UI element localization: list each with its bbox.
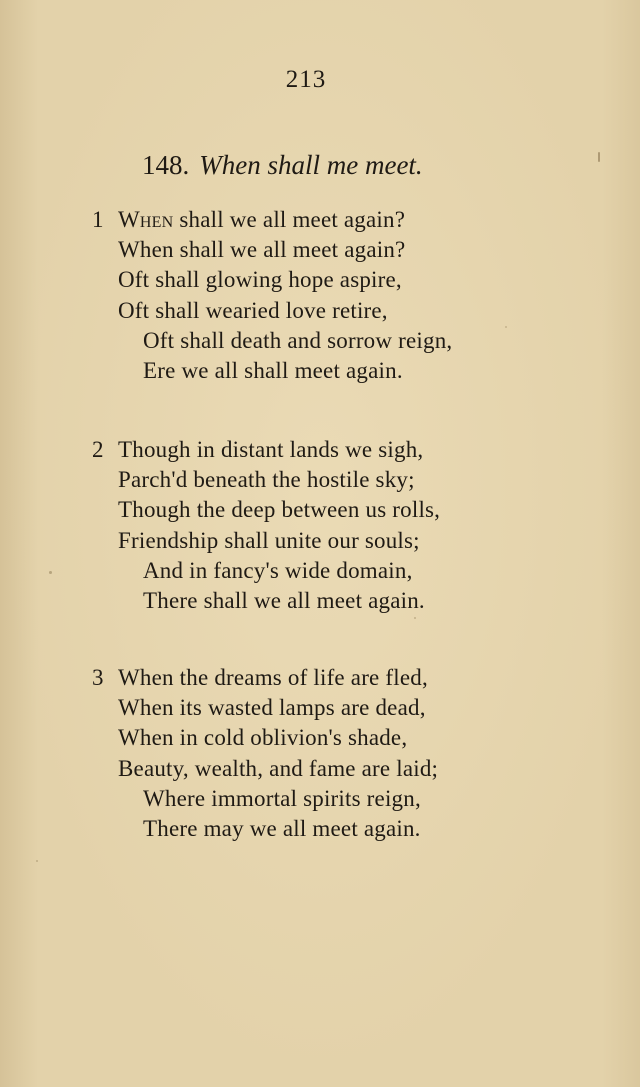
verse-line bbox=[92, 495, 612, 525]
page-number: 213 bbox=[285, 66, 327, 93]
hymn-heading bbox=[142, 150, 423, 181]
stanza-number: 3 bbox=[92, 665, 104, 690]
verse-line bbox=[92, 265, 612, 295]
verse-line-text: Oft shall glowing hope aspire, bbox=[118, 267, 402, 293]
verse-line bbox=[92, 526, 612, 556]
verse-line bbox=[92, 356, 612, 386]
verse-line-text: There may we all meet again. bbox=[143, 815, 421, 841]
stanza-3 bbox=[92, 663, 612, 844]
verse-line-text: When shall we all meet again? bbox=[118, 237, 406, 263]
stanza-number: 2 bbox=[92, 437, 104, 462]
verse-line bbox=[92, 435, 612, 465]
verse-lead-word: When bbox=[118, 207, 174, 232]
stanza-2 bbox=[92, 435, 612, 616]
verse-line-text: When its wasted lamps are dead, bbox=[118, 695, 426, 721]
paper-speck bbox=[598, 152, 600, 162]
verse-line bbox=[92, 723, 612, 753]
paper-speck bbox=[414, 617, 416, 619]
verse-line-text: Though in distant lands we sigh, bbox=[118, 437, 424, 462]
hymn-title: When shall me meet. bbox=[199, 150, 423, 180]
verse-line-text: Though the deep between us rolls, bbox=[118, 497, 441, 523]
verse-line-text: And in fancy's wide domain, bbox=[143, 557, 413, 583]
verse-line bbox=[92, 586, 612, 616]
verse-line bbox=[92, 235, 612, 265]
paper-speck bbox=[505, 326, 507, 328]
verse-line-text: Parch'd beneath the hostile sky; bbox=[118, 467, 415, 493]
verse-line-text: shall we all meet again? bbox=[173, 207, 406, 232]
verse-line-text: Friendship shall unite our souls; bbox=[118, 527, 420, 553]
verse-line-text: Oft shall wearied love retire, bbox=[118, 297, 388, 323]
verse-line-text: Oft shall death and sorrow reign, bbox=[143, 327, 453, 353]
paper-speck bbox=[36, 860, 38, 862]
verse-line bbox=[92, 326, 612, 356]
verse-line bbox=[92, 296, 612, 326]
verse-line-text: There shall we all meet again. bbox=[143, 587, 425, 613]
paper-speck bbox=[49, 571, 52, 574]
verse-line-text: When in cold oblivion's shade, bbox=[118, 725, 408, 751]
verse-line bbox=[92, 556, 612, 586]
hymn-number: 148. bbox=[142, 150, 190, 180]
verse-line bbox=[92, 693, 612, 723]
verse-line bbox=[92, 663, 612, 693]
verse-line-text: Beauty, wealth, and fame are laid; bbox=[118, 755, 439, 781]
verse-line bbox=[92, 205, 612, 235]
stanza-number: 1 bbox=[92, 207, 104, 232]
verse-line-text: When the dreams of life are fled, bbox=[118, 665, 428, 690]
verse-line bbox=[92, 784, 612, 814]
verse-line bbox=[92, 465, 612, 495]
verse-line-text: Ere we all shall meet again. bbox=[143, 357, 403, 383]
verse-line bbox=[92, 754, 612, 784]
stanza-1 bbox=[92, 205, 612, 386]
verse-line bbox=[92, 814, 612, 844]
verse-line-text: Where immortal spirits reign, bbox=[143, 785, 421, 811]
